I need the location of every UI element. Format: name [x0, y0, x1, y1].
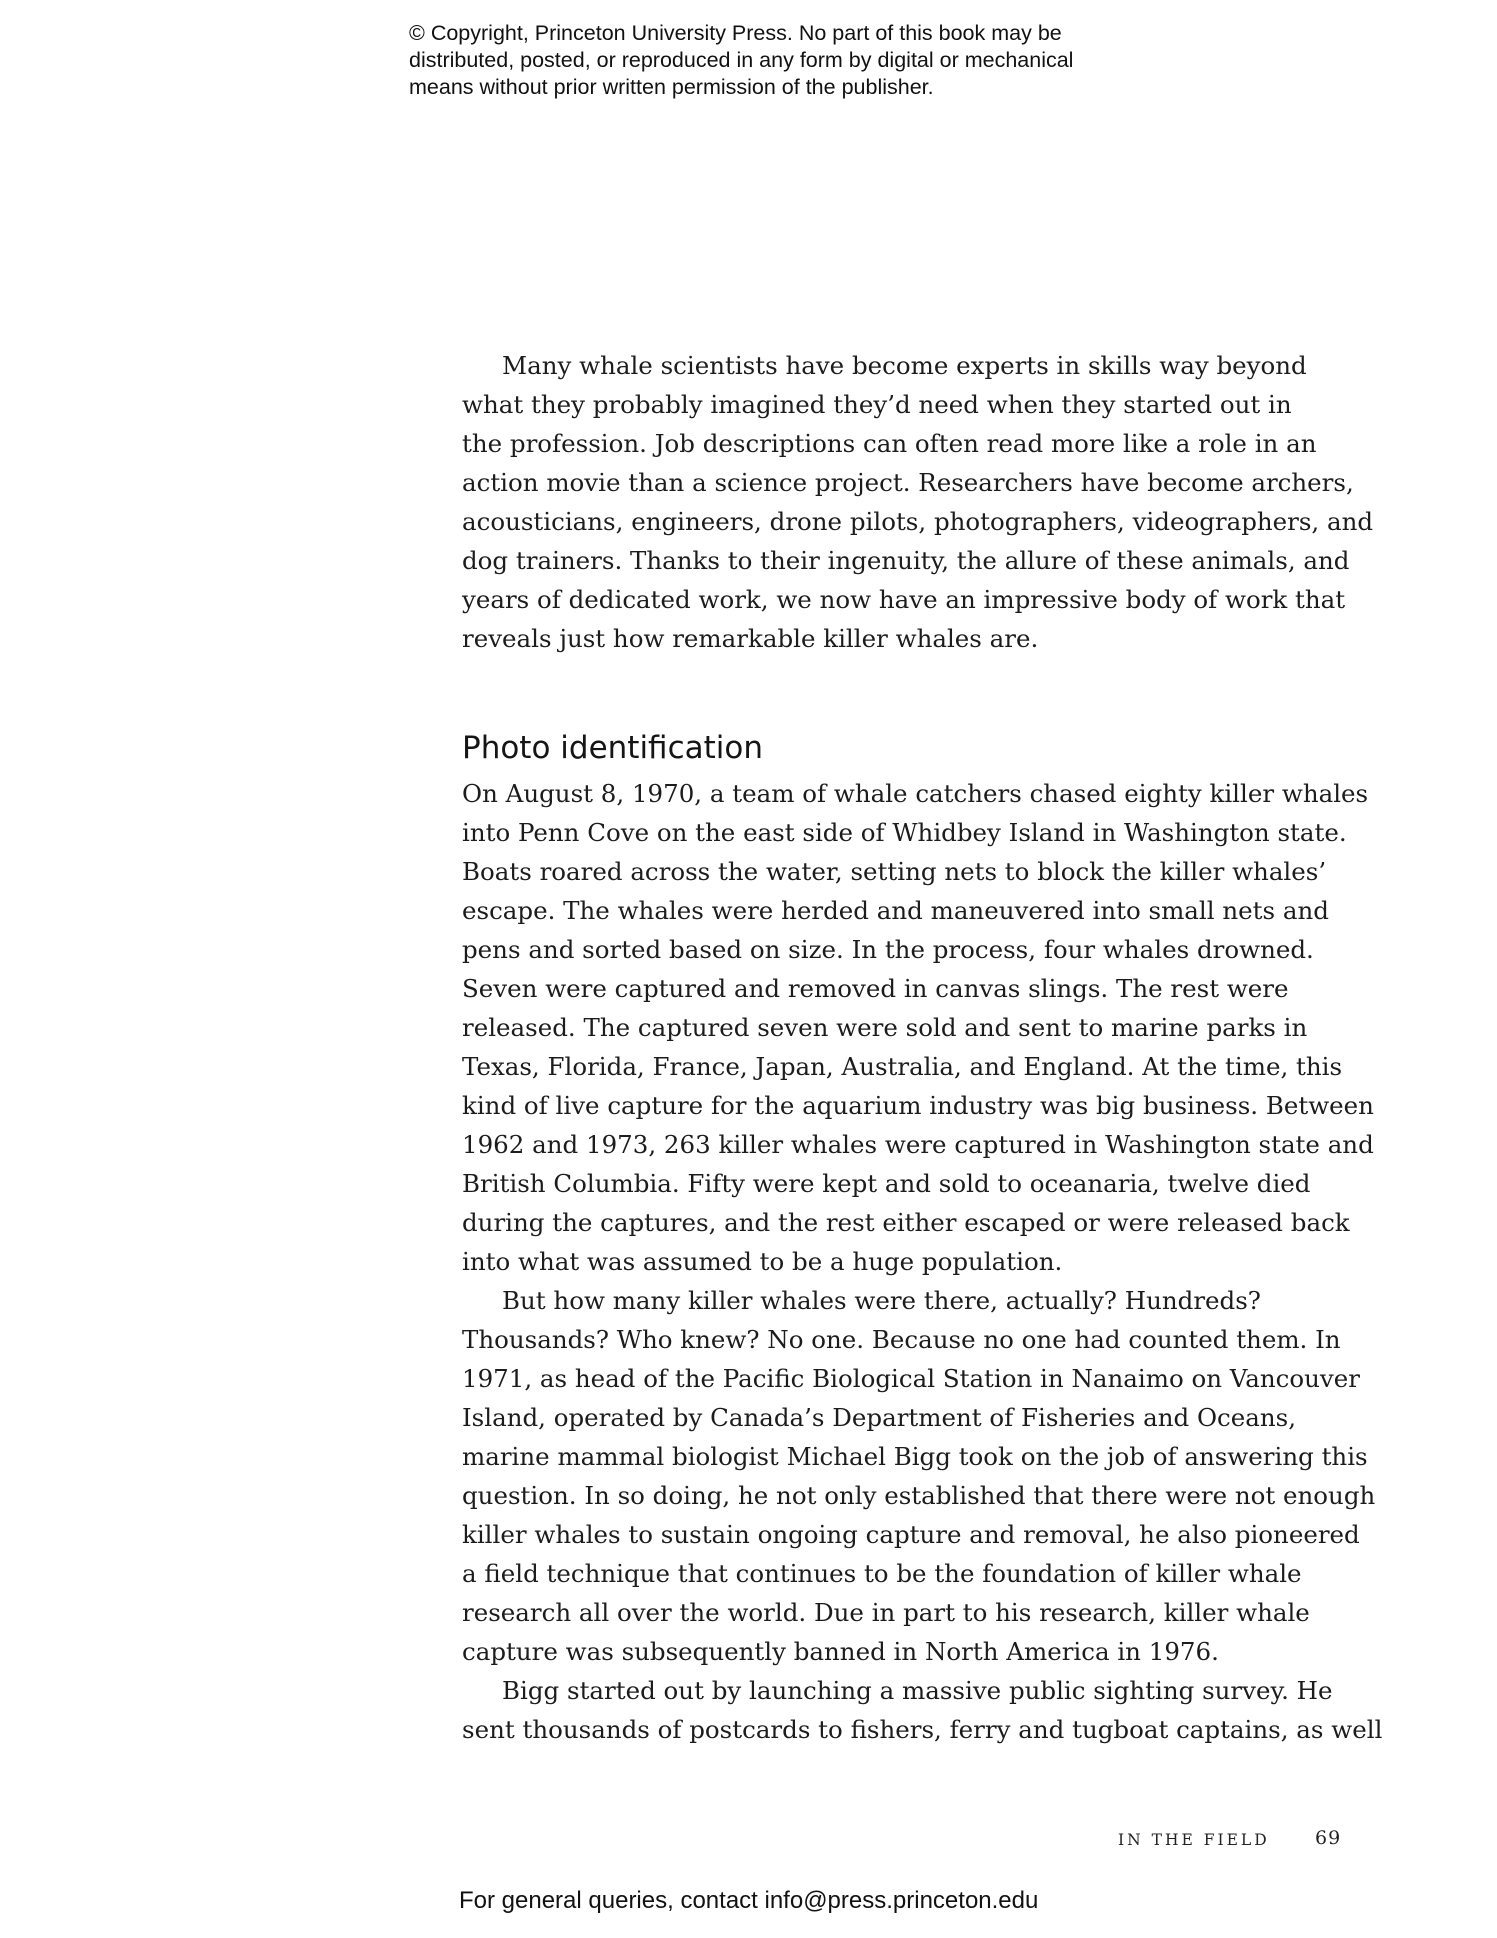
text-line: Bigg started out by launching a massive public sighting survey. He: [502, 1676, 1333, 1705]
running-head: IN THE FIELD: [1118, 1831, 1270, 1849]
text-line: into what was assumed to be a huge population.: [462, 1247, 1063, 1276]
text-line: sent thousands of postcards to fishers, ferry and tugboat captains, as well: [462, 1715, 1383, 1744]
text-line: capture was subsequently banned in North America in 1976.: [462, 1637, 1219, 1666]
text-line: 1971, as head of the Pacific Biological Station in Nanaimo on Vancouver: [462, 1364, 1360, 1393]
text-line: marine mammal biologist Michael Bigg took on the job of answering this: [462, 1442, 1368, 1471]
text-line: Boats roared across the water, setting nets to block the killer whales’: [462, 857, 1327, 886]
text-line: killer whales to sustain ongoing capture and removal, he also pioneered: [462, 1520, 1360, 1549]
text-line: 1962 and 1973, 263 killer whales were captured in Washington state and: [462, 1130, 1374, 1159]
text-line: But how many killer whales were there, actually? Hundreds?: [502, 1286, 1261, 1315]
text-line: escape. The whales were herded and maneuvered into small nets and: [462, 896, 1329, 925]
text-line: Many whale scientists have become experts in skills way beyond: [502, 351, 1307, 380]
section-body: [462, 774, 1383, 1749]
text-line: On August 8, 1970, a team of whale catchers chased eighty killer whales: [462, 779, 1369, 808]
text-line: dog trainers. Thanks to their ingenuity, the allure of these animals, and: [462, 546, 1350, 575]
text-line: years of dedicated work, we now have an impressive body of work that: [462, 585, 1346, 614]
intro-paragraph: [462, 346, 1374, 658]
text-line: Island, operated by Canada’s Department of Fisheries and Oceans,: [462, 1403, 1297, 1432]
text-line: Thousands? Who knew? No one. Because no one had counted them. In: [462, 1325, 1341, 1354]
page-number: 69: [1315, 1827, 1342, 1849]
text-line: Texas, Florida, France, Japan, Australia, and England. At the time, this: [462, 1052, 1343, 1081]
copyright-line: means without prior written permission of the publisher.: [409, 75, 934, 99]
contact-notice: For general queries, contact info@press.princeton.edu: [459, 1887, 1039, 1914]
text-line: reveals just how remarkable killer whales are.: [462, 624, 1039, 653]
text-line: kind of live capture for the aquarium industry was big business. Between: [462, 1091, 1374, 1120]
text-line: question. In so doing, he not only established that there were not enough: [462, 1481, 1376, 1510]
text-line: Seven were captured and removed in canvas slings. The rest were: [462, 974, 1289, 1003]
text-line: pens and sorted based on size. In the process, four whales drowned.: [462, 935, 1314, 964]
text-line: what they probably imagined they’d need when they started out in: [462, 390, 1292, 419]
text-line: British Columbia. Fifty were kept and sold to oceanaria, twelve died: [462, 1169, 1311, 1198]
text-line: into Penn Cove on the east side of Whidbey Island in Washington state.: [462, 818, 1347, 847]
copyright-notice: [409, 20, 1109, 101]
text-line: acousticians, engineers, drone pilots, photographers, videographers, and: [462, 507, 1374, 536]
text-line: released. The captured seven were sold and sent to marine parks in: [462, 1013, 1308, 1042]
text-line: research all over the world. Due in part to his research, killer whale: [462, 1598, 1310, 1627]
copyright-line: © Copyright, Princeton University Press. No part of this book may be: [409, 21, 1062, 45]
text-line: the profession. Job descriptions can often read more like a role in an: [462, 429, 1317, 458]
copyright-line: distributed, posted, or reproduced in any form by digital or mechanical: [409, 48, 1074, 72]
text-line: a field technique that continues to be the foundation of killer whale: [462, 1559, 1302, 1588]
text-line: during the captures, and the rest either escaped or were released back: [462, 1208, 1350, 1237]
section-heading: Photo identification: [462, 730, 764, 766]
text-line: action movie than a science project. Researchers have become archers,: [462, 468, 1354, 497]
